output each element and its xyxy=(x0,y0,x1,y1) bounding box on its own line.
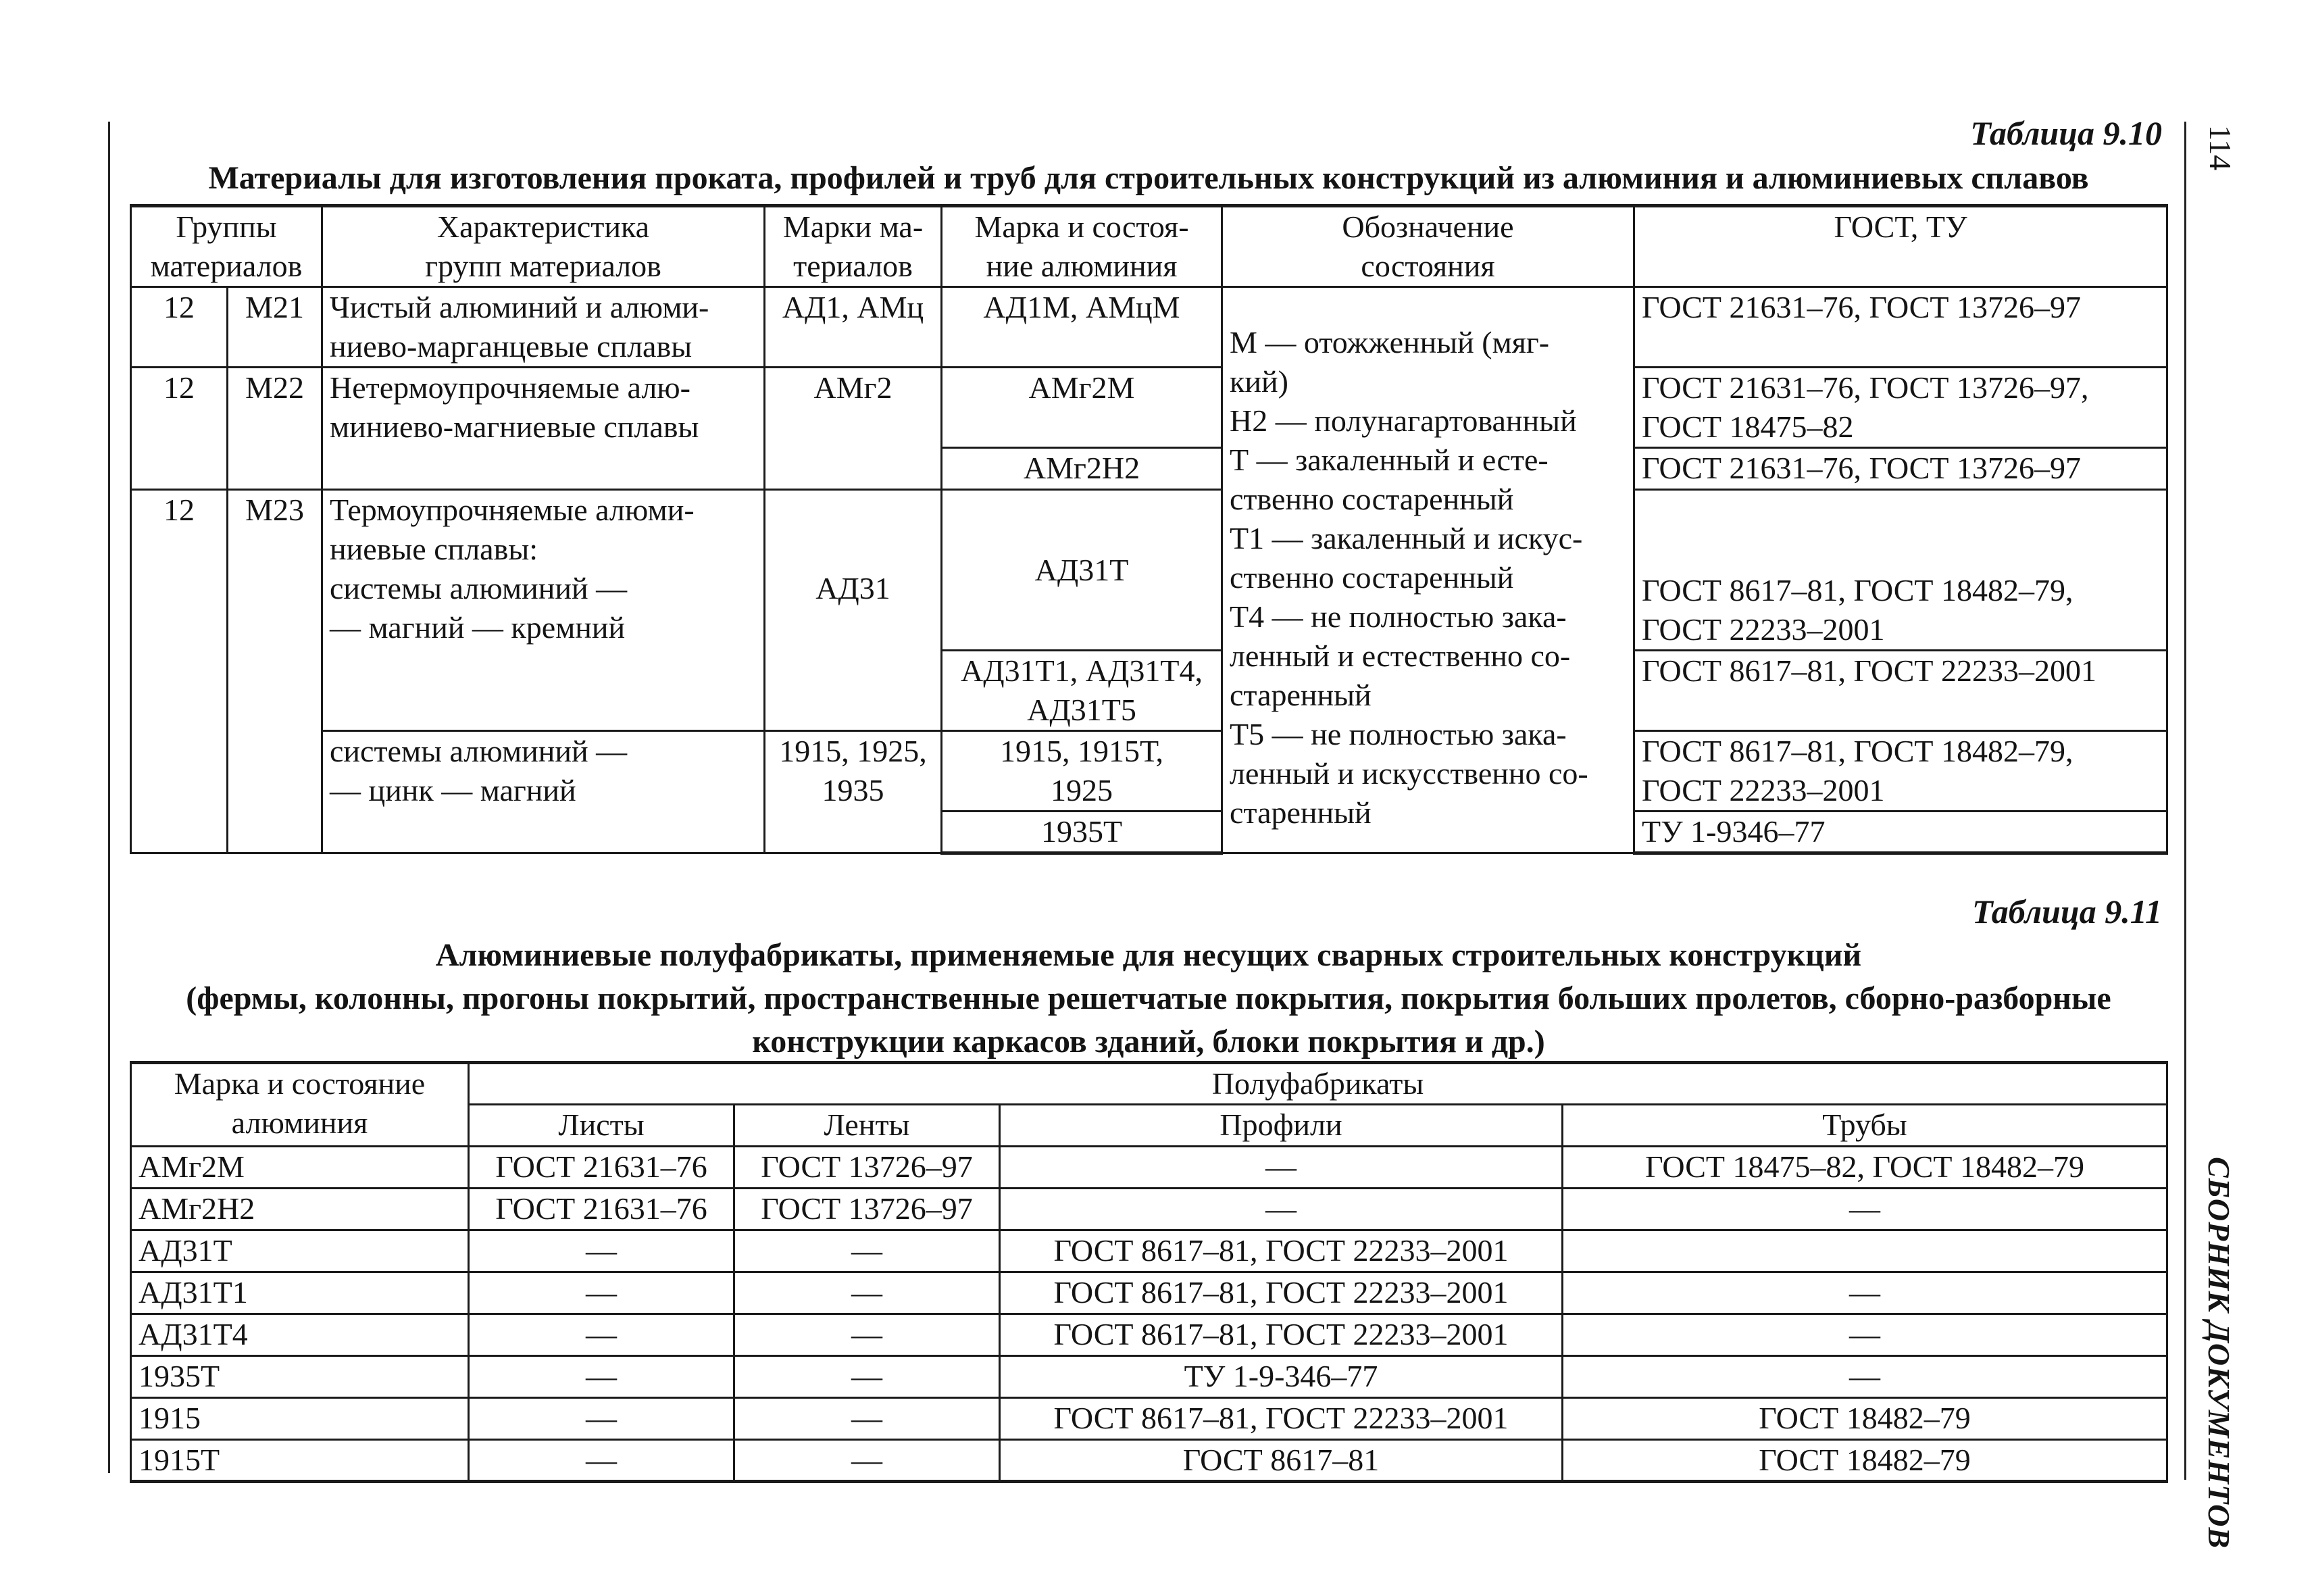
table-9-11-title-line-1: Алюминиевые полуфабрикаты, применяемые для несущих сварных строительных конструкций xyxy=(435,937,1862,973)
header-grade-state: Марка и состоя- ние алюминия xyxy=(942,206,1222,287)
cell-gost: ГОСТ 8617–81, ГОСТ 18482–79, ГОСТ 22233–2001 xyxy=(1634,731,2167,812)
header-characteristic: Характеристика групп материалов xyxy=(322,206,765,287)
cell-tubes: — xyxy=(1563,1272,2167,1314)
cell-characteristic: Термоупрочняемые алюми- ниевые сплавы: системы алюминий — — магний — кремний xyxy=(322,490,765,731)
cell-mark: АД31Т1 xyxy=(131,1272,469,1314)
cell-mark: 1915 xyxy=(131,1398,469,1440)
table-header-row xyxy=(131,1063,2167,1105)
table-header-row xyxy=(131,206,2167,287)
cell-sheets: — xyxy=(469,1398,734,1440)
header-tubes: Трубы xyxy=(1563,1105,2167,1147)
table-row xyxy=(131,1147,2167,1189)
table-row xyxy=(131,287,2167,368)
cell-gost: ТУ 1-9346–77 xyxy=(1634,812,2167,853)
cell-mark: АД31Т4 xyxy=(131,1314,469,1356)
cell-profiles: — xyxy=(1000,1147,1563,1189)
cell-tapes: — xyxy=(734,1272,1000,1314)
cell-tapes: — xyxy=(734,1356,1000,1398)
cell-sheets: — xyxy=(469,1230,734,1272)
cell-sheets: ГОСТ 21631–76 xyxy=(469,1189,734,1230)
cell-grade-state: АД31Т1, АД31Т4, АД31Т5 xyxy=(942,651,1222,731)
cell-tubes: — xyxy=(1563,1314,2167,1356)
cell-tubes: ГОСТ 18482–79 xyxy=(1563,1440,2167,1482)
table-row xyxy=(131,368,2167,448)
table-row xyxy=(131,1189,2167,1230)
cell-grades: АД1, АМц xyxy=(765,287,942,368)
header-groups: Группы материалов xyxy=(131,206,322,287)
left-margin-rule xyxy=(108,122,110,1473)
cell-profiles: ГОСТ 8617–81, ГОСТ 22233–2001 xyxy=(1000,1272,1563,1314)
table-9-11 xyxy=(130,1061,2168,1483)
cell-tubes xyxy=(1563,1230,2167,1272)
cell-gost: ГОСТ 21631–76, ГОСТ 13726–97, ГОСТ 18475–82 xyxy=(1634,368,2167,448)
cell-grade-state: АД31Т xyxy=(942,490,1222,651)
cell-tapes: — xyxy=(734,1398,1000,1440)
table-row xyxy=(131,1272,2167,1314)
table-9-11-title-line-3: конструкции каркасов зданий, блоки покрытия и др.) xyxy=(752,1024,1545,1059)
cell-mark: АМг2М xyxy=(131,1147,469,1189)
cell-group: 12 xyxy=(131,368,228,490)
cell-profiles: ГОСТ 8617–81, ГОСТ 22233–2001 xyxy=(1000,1314,1563,1356)
cell-profiles: ГОСТ 8617–81 xyxy=(1000,1440,1563,1482)
table-row xyxy=(131,1314,2167,1356)
cell-profiles: ГОСТ 8617–81, ГОСТ 22233–2001 xyxy=(1000,1398,1563,1440)
table-row xyxy=(131,731,2167,812)
table-9-10-label: Таблица 9.10 xyxy=(1970,114,2162,152)
header-grades: Марки ма- териалов xyxy=(765,206,942,287)
cell-gost: ГОСТ 21631–76, ГОСТ 13726–97 xyxy=(1634,287,2167,368)
cell-sheets: — xyxy=(469,1356,734,1398)
table-9-10 xyxy=(130,204,2168,855)
cell-gost: ГОСТ 8617–81, ГОСТ 22233–2001 xyxy=(1634,651,2167,731)
header-semi-products: Полуфабрикаты xyxy=(469,1063,2167,1105)
cell-profiles: — xyxy=(1000,1189,1563,1230)
cell-mark: АМг2Н2 xyxy=(131,1189,469,1230)
cell-profiles: ТУ 1-9-346–77 xyxy=(1000,1356,1563,1398)
table-9-10-title: Материалы для изготовления проката, профилей и труб для строительных конструкций из алюминия и алюминиевых сплавов xyxy=(208,160,2089,196)
cell-tubes: — xyxy=(1563,1356,2167,1398)
header-tapes: Ленты xyxy=(734,1105,1000,1147)
cell-grade-state: 1935Т xyxy=(942,812,1222,853)
cell-characteristic: Чистый алюминий и алюми- ниево-марганцевые сплавы xyxy=(322,287,765,368)
header-profiles: Профили xyxy=(1000,1105,1563,1147)
header-sheets: Листы xyxy=(469,1105,734,1147)
table-9-11-title-line-2: (фермы, колонны, прогоны покрытий, пространственные решетчатые покрытия, покрытия больших пролетов, сборно-разборные xyxy=(186,980,2111,1016)
cell-state-designations: М — отожженный (мяг- кий) Н2 — полунагартованный Т — закаленный и есте- ственно состаренный Т1 — закаленный и искус- ственно состаренный Т4 — не полностью зака- ленный и естественно со- старенный Т5 — не полностью зака- ленный и искусственно со- старенный xyxy=(1222,287,1634,853)
cell-tapes: — xyxy=(734,1314,1000,1356)
cell-grades: 1915, 1925, 1935 xyxy=(765,731,942,853)
cell-tapes: — xyxy=(734,1230,1000,1272)
cell-sheets: — xyxy=(469,1440,734,1482)
cell-gost: ГОСТ 21631–76, ГОСТ 13726–97 xyxy=(1634,448,2167,490)
cell-mark: 1915Т xyxy=(131,1440,469,1482)
cell-profiles: ГОСТ 8617–81, ГОСТ 22233–2001 xyxy=(1000,1230,1563,1272)
cell-grade-state: АМг2Н2 xyxy=(942,448,1222,490)
cell-code: М22 xyxy=(228,368,322,490)
cell-mark: 1935Т xyxy=(131,1356,469,1398)
table-row xyxy=(131,1440,2167,1482)
cell-code: М21 xyxy=(228,287,322,368)
header-mark: Марка и состояние алюминия xyxy=(131,1063,469,1147)
header-gost: ГОСТ, ТУ xyxy=(1634,206,2167,287)
table-9-11-label: Таблица 9.11 xyxy=(1972,893,2162,930)
cell-grade-state: 1915, 1915Т, 1925 xyxy=(942,731,1222,812)
cell-code: М23 xyxy=(228,490,322,853)
cell-tapes: — xyxy=(734,1440,1000,1482)
cell-gost: ГОСТ 8617–81, ГОСТ 18482–79, ГОСТ 22233–2001 xyxy=(1634,490,2167,651)
cell-tapes: ГОСТ 13726–97 xyxy=(734,1189,1000,1230)
cell-tapes: ГОСТ 13726–97 xyxy=(734,1147,1000,1189)
cell-grade-state: АД1М, АМцМ xyxy=(942,287,1222,368)
cell-tubes: ГОСТ 18482–79 xyxy=(1563,1398,2167,1440)
table-row xyxy=(131,490,2167,651)
cell-sheets: ГОСТ 21631–76 xyxy=(469,1147,734,1189)
cell-characteristic: системы алюминий — — цинк — магний xyxy=(322,731,765,853)
cell-sheets: — xyxy=(469,1314,734,1356)
cell-mark: АД31Т xyxy=(131,1230,469,1272)
cell-group: 12 xyxy=(131,287,228,368)
table-row xyxy=(131,1356,2167,1398)
header-designation: Обозначение состояния xyxy=(1222,206,1634,287)
cell-characteristic: Нетермоупрочняемые алю- миниево-магниевые сплавы xyxy=(322,368,765,490)
right-margin-rule xyxy=(2184,122,2186,1480)
cell-group: 12 xyxy=(131,490,228,853)
running-head: СБОРНИК ДОКУМЕНТОВ xyxy=(2202,1157,2236,1549)
cell-grades: АМг2 xyxy=(765,368,942,490)
page-number: 114 xyxy=(2203,125,2238,171)
cell-tubes: — xyxy=(1563,1189,2167,1230)
cell-grades: АД31 xyxy=(765,490,942,731)
cell-grade-state: АМг2М xyxy=(942,368,1222,448)
table-row xyxy=(131,1398,2167,1440)
cell-sheets: — xyxy=(469,1272,734,1314)
table-row xyxy=(131,1230,2167,1272)
cell-tubes: ГОСТ 18475–82, ГОСТ 18482–79 xyxy=(1563,1147,2167,1189)
